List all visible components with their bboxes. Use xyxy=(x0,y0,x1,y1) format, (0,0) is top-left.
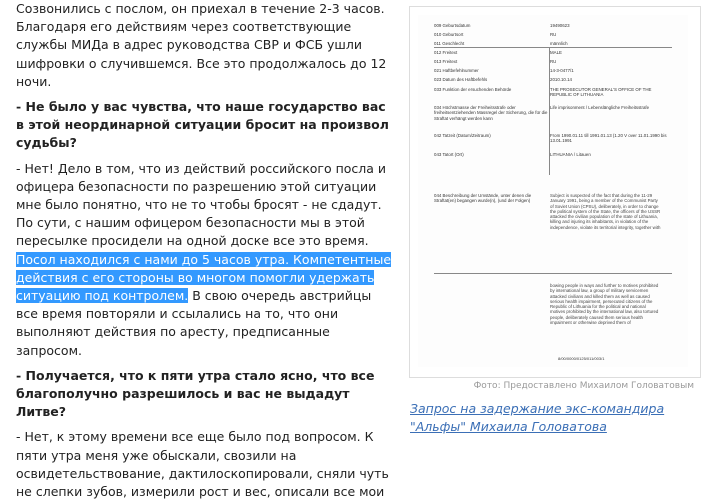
doc-field-label: 021 Haftbefehlnummer xyxy=(434,68,479,73)
doc-field-label: 010 Geburtsort xyxy=(434,32,464,37)
paragraph-answer-1: Созвонились с послом, он приехал в течение 2-3 часов. Благодаря его действиям через соответствующие службы МИДа в адрес руководства СВР и ФСБ ушли шифровки о случившемся. Все это продолжалось до 12 ночи. xyxy=(16,1,387,89)
doc-field-value: From 1990.01.11 till 1991.01.13 (1.20 V over 11.01.1990 bis 13.01.1991 xyxy=(550,133,667,144)
doc-field-value: LITHUANIA / Litauen xyxy=(550,152,591,157)
doc-field-value: männlich xyxy=(550,41,568,46)
doc-field-label: 012 Freitext xyxy=(434,50,458,55)
doc-paragraph: Subject is suspected of the fact that during the 11-29 January 1991, being a member of the Communist Party of Soviet Union (CPSU), deliberately, in order to change the political system of the State, the officers of the USSR attacked the civilian population of the state of Lithuania, killing and injuring its inhabitants, in violation of the independence, violate its territorial integrity, together with xyxy=(550,193,661,230)
doc-field-value: RU xyxy=(550,32,557,37)
doc-field-label: 023 Datum des Haftbefehls xyxy=(434,77,488,82)
paragraph-answer-3: - Нет, к этому времени все еще было под вопросом. К пяти утра меня уже обыскали, свозили на освидетельствование, дактилоскопировали, сняли чуть не слепки зубов, измерили рост и вес, описали все мои xyxy=(16,429,389,500)
doc-rule xyxy=(434,47,672,48)
doc-field-value: 2010.10.14 xyxy=(550,77,572,82)
doc-rule xyxy=(434,273,672,274)
doc-field-value: Life imprisonment / Lebenslängliche Freiheitsstrafe xyxy=(550,105,650,110)
doc-field-label: 034 Höchstmasse der Freiheitsstrafe oder freiheitsentziehenden Massregel der Sicherung, die für die Straftat verhängt werden kann xyxy=(434,105,548,121)
scanned-warrant-document xyxy=(418,15,688,367)
doc-field-label: 042 Tatzeit (Datum/Zeitraum) xyxy=(434,133,491,138)
doc-field-label: 043 Tatort (Ort) xyxy=(434,152,464,157)
doc-footer-code: 8/00/0000/0125/011/003/1 xyxy=(558,356,605,361)
answer-2-end: В свою очередь австрийцы все время повторяли и ссылались на то, что они выполняют действия по аресту, предписанные запросом. xyxy=(16,288,372,358)
document-photo[interactable] xyxy=(409,6,701,378)
photo-credit: Фото: Предоставлено Михаилом Головатовым xyxy=(473,381,694,391)
doc-field-label: 009 Geburtsdatum xyxy=(434,23,471,28)
document-figure xyxy=(402,0,714,442)
figure-caption-link[interactable]: Запрос на задержание экс-командира "Альфы" Михаила Головатова xyxy=(410,401,665,434)
doc-field-label: 011 Geschlecht xyxy=(434,41,465,46)
doc-para-label: 044 Beschreibung der Umstände, unter denen die Straftat(en) begangen wurde(n), (und der Folgen) xyxy=(434,193,532,204)
doc-field-value: MALE xyxy=(550,50,562,55)
doc-field-value: RU xyxy=(550,59,557,64)
paragraph-answer-2 xyxy=(16,160,392,360)
doc-field-label: 033 Funktion der ersuchenden Behörde xyxy=(434,87,512,92)
doc-paragraph-2: bowing people in ways and further to motives prohibited by international law, a group of military servicemen attacked civilians and killed them as well as caused serious health impairment, persecuted citizens of the Republic of Lithuania for the political and national motives prohibited by the international law, also tortured people, deliberately caused them serious health impairment or otherwise deprived them of xyxy=(550,283,659,326)
question-1: - Не было у вас чувства, что наше государство вас в этой неординарной ситуации бросит на произвол судьбы? xyxy=(16,99,389,151)
doc-field-label: 013 Freitext xyxy=(434,59,458,64)
selected-text-highlight[interactable]: Посол находился с нами до 5 часов утра. Компетентные действия с его стороны во многом помогли удержать ситуацию под контролем. xyxy=(16,251,392,304)
doc-field-value: THE PROSECUTOR GENERAL'S OFFICE OF THE REPUBLIC OF LITHUANIA xyxy=(550,87,652,98)
question-2: - Получается, что к пяти утра стало ясно, что все благополучно разрешилось и вас не выдадут Литве? xyxy=(16,367,375,420)
answer-2-start: - Нет! Дело в том, что из действий российского посла и офицера безопасности по разрешению этой ситуации мне было понятно, что не то чтобы бросят - не сдадут. По сути, с нашим офицером безопасности мы в этой пересылке просидели на одной доске все это время. xyxy=(16,160,387,249)
doc-field-value: 14-3-0477/1 xyxy=(550,68,574,73)
doc-field-value: 19490623 xyxy=(550,23,570,28)
article-text xyxy=(16,0,392,501)
